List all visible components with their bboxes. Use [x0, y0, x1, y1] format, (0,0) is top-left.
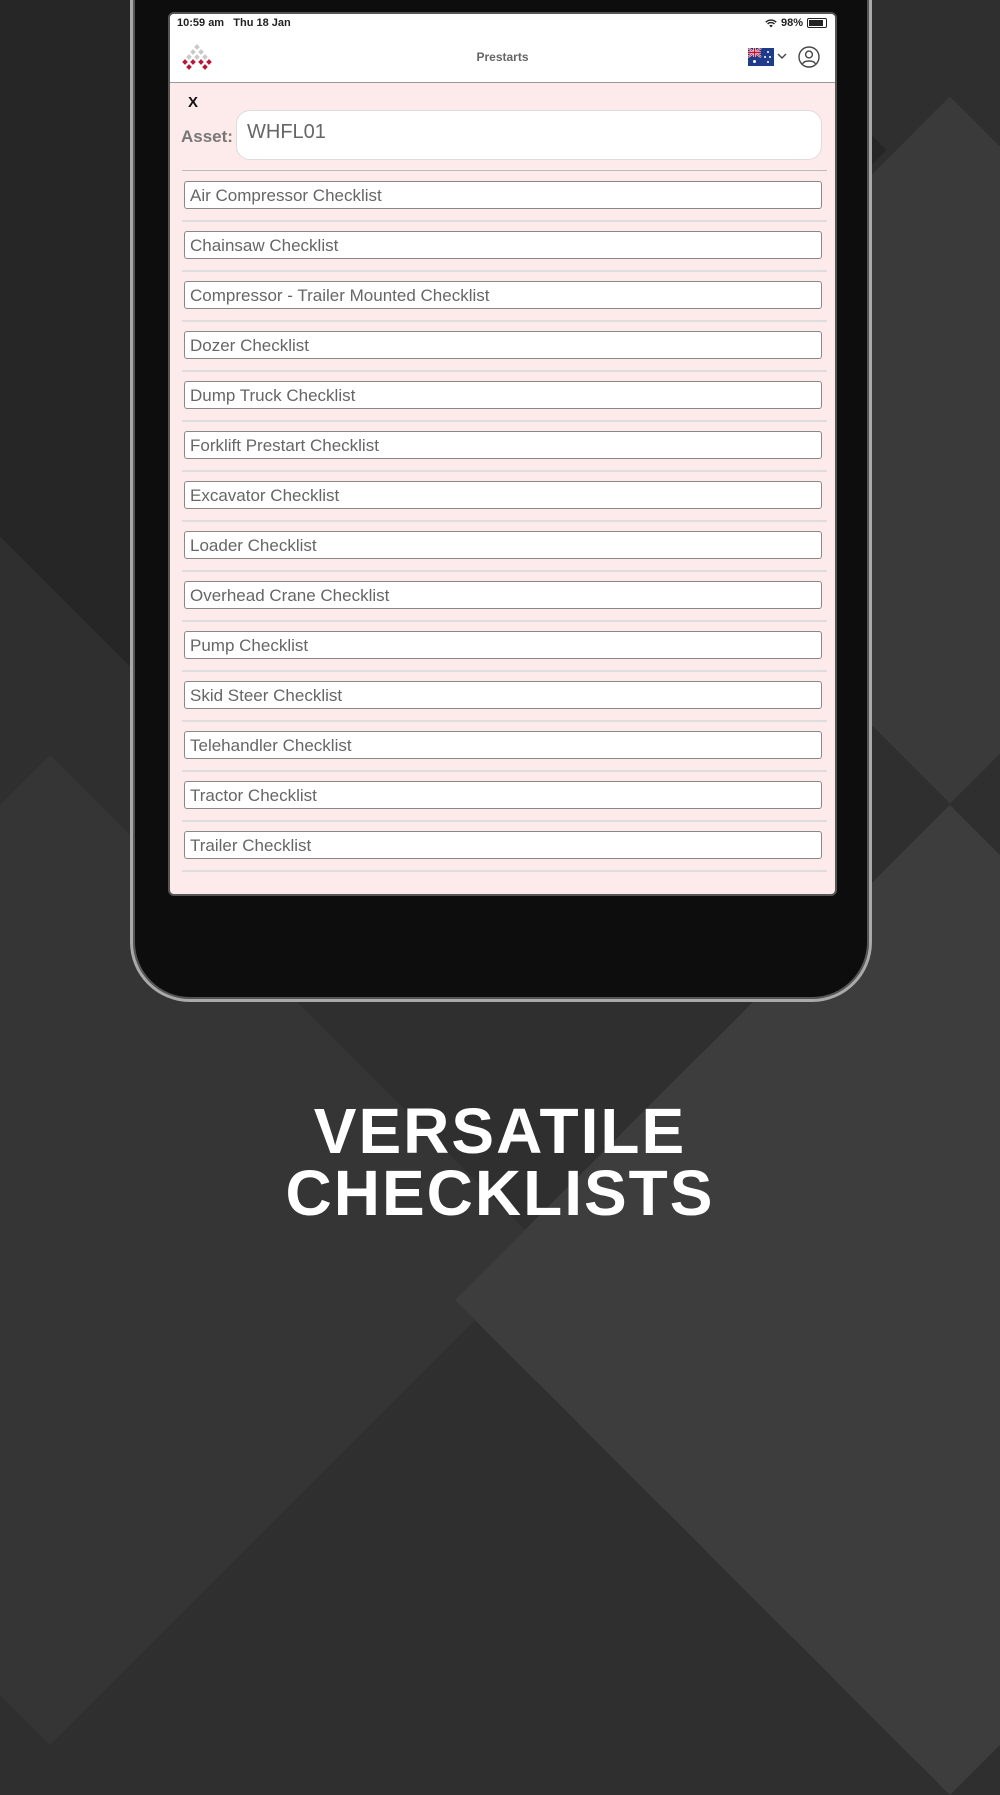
- list-item: [182, 372, 827, 422]
- checklist-button[interactable]: Skid Steer Checklist: [184, 681, 822, 709]
- status-bar: [170, 14, 835, 34]
- checklist-button[interactable]: Dozer Checklist: [184, 331, 822, 359]
- list-item: [182, 222, 827, 272]
- checklist-button[interactable]: Telehandler Checklist: [184, 731, 822, 759]
- app-header: [170, 34, 835, 83]
- checklist-button[interactable]: Trailer Checklist: [184, 831, 822, 859]
- close-button[interactable]: X: [188, 94, 199, 111]
- checklist-list: [182, 172, 827, 872]
- chevron-down-icon[interactable]: [777, 51, 787, 61]
- list-item: [182, 172, 827, 222]
- asset-input[interactable]: WHFL01: [236, 110, 822, 160]
- list-item: [182, 772, 827, 822]
- list-item: [182, 522, 827, 572]
- list-item: [182, 422, 827, 472]
- checklist-button[interactable]: Dump Truck Checklist: [184, 381, 822, 409]
- wifi-icon: [765, 19, 777, 28]
- list-item: [182, 272, 827, 322]
- divider: [182, 170, 827, 171]
- checklist-button[interactable]: Tractor Checklist: [184, 781, 822, 809]
- checklist-button[interactable]: Pump Checklist: [184, 631, 822, 659]
- battery-percent: 98%: [780, 17, 803, 29]
- australia-flag-icon[interactable]: [748, 48, 774, 66]
- list-item: [182, 472, 827, 522]
- status-indicators: [765, 17, 827, 29]
- list-item: [182, 622, 827, 672]
- list-item: [182, 322, 827, 372]
- checklist-button[interactable]: Excavator Checklist: [184, 481, 822, 509]
- checklist-button[interactable]: Compressor - Trailer Mounted Checklist: [184, 281, 822, 309]
- app-screen: [168, 12, 837, 896]
- list-item: [182, 572, 827, 622]
- promo-line-1: VERSATILE: [313, 1095, 687, 1167]
- user-circle-icon[interactable]: [798, 46, 820, 68]
- promo-headline: [0, 1095, 1000, 1229]
- list-item: [182, 722, 827, 772]
- status-time: 10:59 am Thu 18 Jan: [177, 17, 291, 29]
- checklist-button[interactable]: Forklift Prestart Checklist: [184, 431, 822, 459]
- list-item: [182, 672, 827, 722]
- list-item: [182, 822, 827, 872]
- checklist-button[interactable]: Air Compressor Checklist: [184, 181, 822, 209]
- battery-icon: [807, 18, 827, 28]
- checklist-button[interactable]: Overhead Crane Checklist: [184, 581, 822, 609]
- page-title: Prestarts: [476, 50, 529, 64]
- checklist-button[interactable]: Chainsaw Checklist: [184, 231, 822, 259]
- asset-label: Asset:: [181, 127, 233, 146]
- promo-line-2: CHECKLISTS: [285, 1157, 715, 1229]
- checklist-button[interactable]: Loader Checklist: [184, 531, 822, 559]
